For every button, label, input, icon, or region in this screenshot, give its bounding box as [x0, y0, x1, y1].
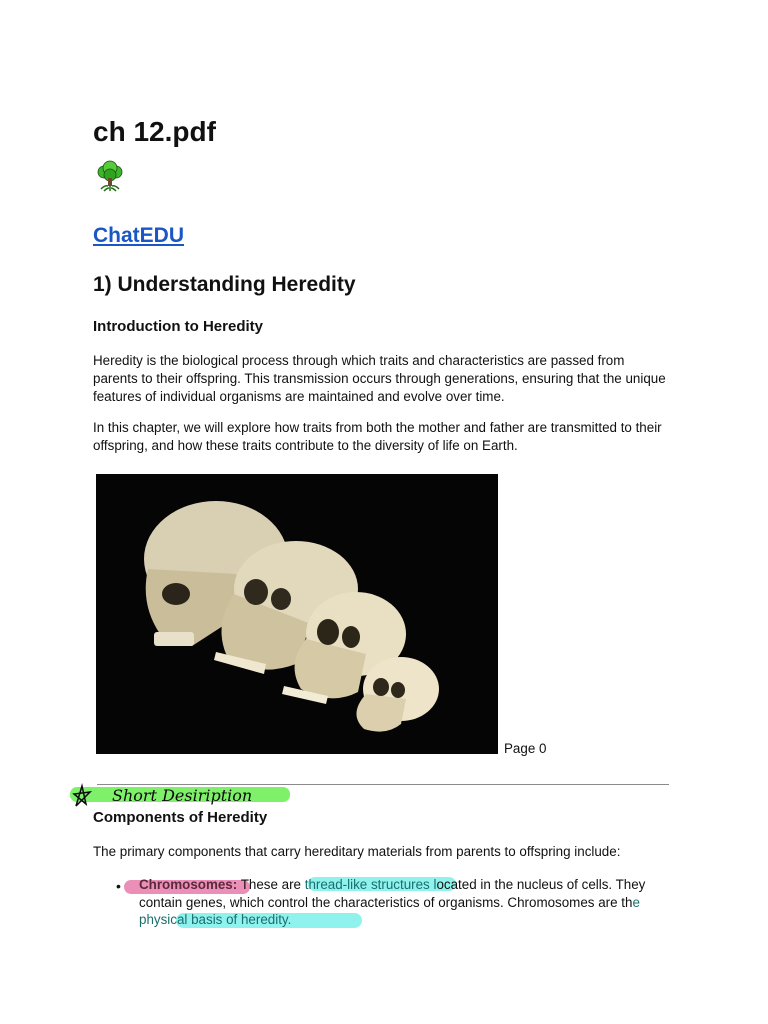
skulls-image — [96, 474, 498, 754]
components-heading: Components of Heredity — [93, 809, 268, 826]
bullet-chromosomes: Chromosomes: These are thread-like structures located in the nucleus of cells. They contain genes, which control the characteristics of organisms. Chromosomes are the physical basis of heredity. — [139, 877, 646, 928]
intro-paragraph-1: Heredity is the biological process through which traits and characteristics are passed from parents to their offspring. This transmission occurs through generations, ensuring that the unique features of individual organisms are maintained and evolve over time. — [93, 353, 666, 404]
page-label: Page 0 — [504, 741, 547, 756]
tree-icon — [93, 160, 127, 194]
document-title: ch 12.pdf — [93, 116, 216, 147]
intro-paragraph-2: In this chapter, we will explore how traits from both the mother and father are transmitted to their offspring, and how these traits contribute to the diversity of life on Earth. — [93, 420, 662, 453]
intro-heading: Introduction to Heredity — [93, 318, 263, 335]
bullet-marker: • — [116, 878, 121, 894]
components-intro: The primary components that carry hereditary materials from parents to offspring include: — [93, 844, 621, 859]
term-chromosomes: Chromosomes: — [139, 877, 238, 892]
section-heading: 1) Understanding Heredity — [93, 273, 356, 296]
chatedu-link[interactable]: ChatEDU — [93, 224, 185, 247]
annotation-text: Short Desiription — [112, 786, 253, 805]
